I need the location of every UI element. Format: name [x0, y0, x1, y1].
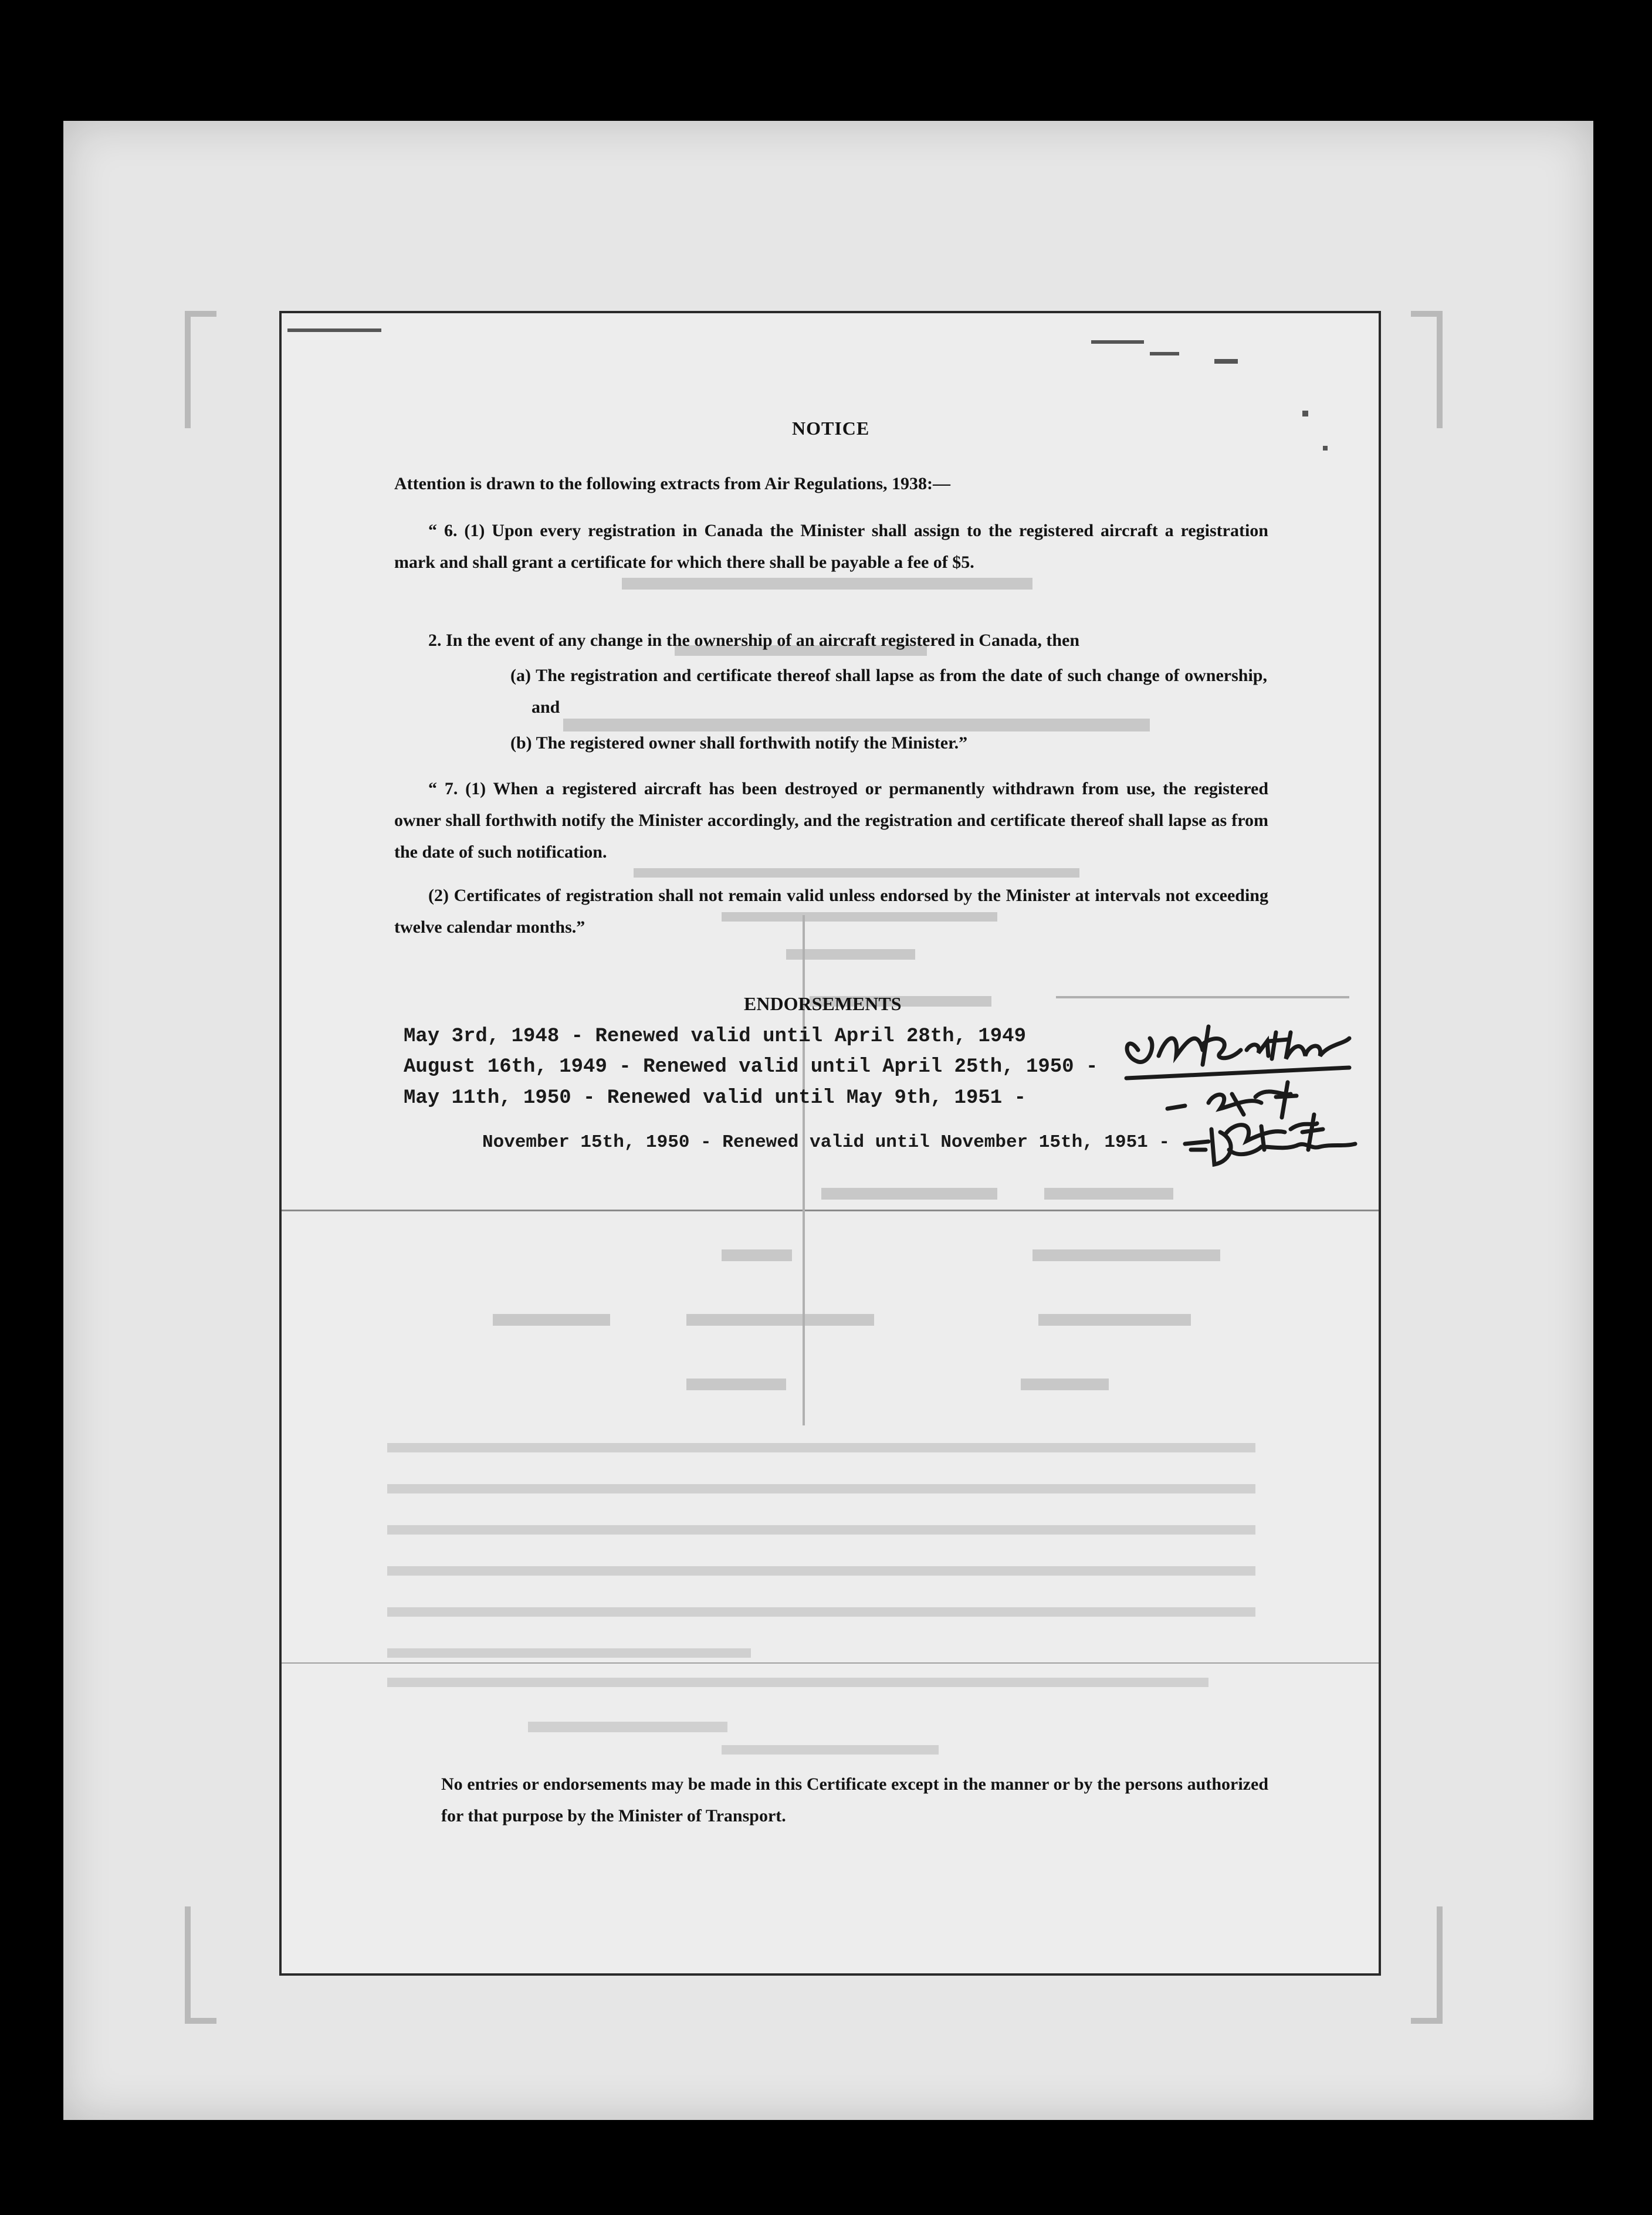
endorsement-entry: May 3rd, 1948 - Renewed valid until April 28th, 1949	[404, 1025, 1026, 1048]
endorsement-entry: November 15th, 1950 - Renewed valid until November 15th, 1951 -	[482, 1132, 1170, 1153]
section-6-2-a: (a) The registration and certificate thereof shall lapse as from the date of such change of ownership, and	[510, 666, 1267, 717]
section-7-1: “ 7. (1) When a registered aircraft has been destroyed or permanently withdrawn from use, the registered owner shall forthwith notify the Minister accordingly, and the registration and certificate thereof shall lapse as from the date of such notification.	[394, 779, 1268, 862]
handwritten-initials	[1179, 1117, 1367, 1170]
endorsements-title: ENDORSEMENTS	[744, 993, 902, 1014]
footer-notice: No entries or endorsements may be made in this Certificate except in the manner or by the persons authorized for that purpose by the Minister of Transport.	[441, 1774, 1268, 1825]
section-6-2: 2. In the event of any change in the ownership of an aircraft registered in Canada, then	[428, 631, 1079, 650]
endorsement-entry: August 16th, 1949 - Renewed valid until April 25th, 1950 -	[404, 1056, 1098, 1078]
endorsement-entry: May 11th, 1950 - Renewed valid until May 9th, 1951 -	[404, 1087, 1026, 1109]
notice-intro: Attention is drawn to the following extracts from Air Regulations, 1938:—	[394, 474, 950, 493]
section-6-2-b: (b) The registered owner shall forthwith notify the Minister.”	[510, 733, 968, 753]
section-7-2: (2) Certificates of registration shall not remain valid unless endorsed by the Minister at intervals not exceeding twelve calendar months.”	[394, 886, 1268, 937]
section-6-1: “ 6. (1) Upon every registration in Canada the Minister shall assign to the registered aircraft a registration mark and shall grant a certificate for which there shall be payable a fee of $5.	[394, 521, 1268, 572]
notice-title: NOTICE	[792, 418, 870, 439]
